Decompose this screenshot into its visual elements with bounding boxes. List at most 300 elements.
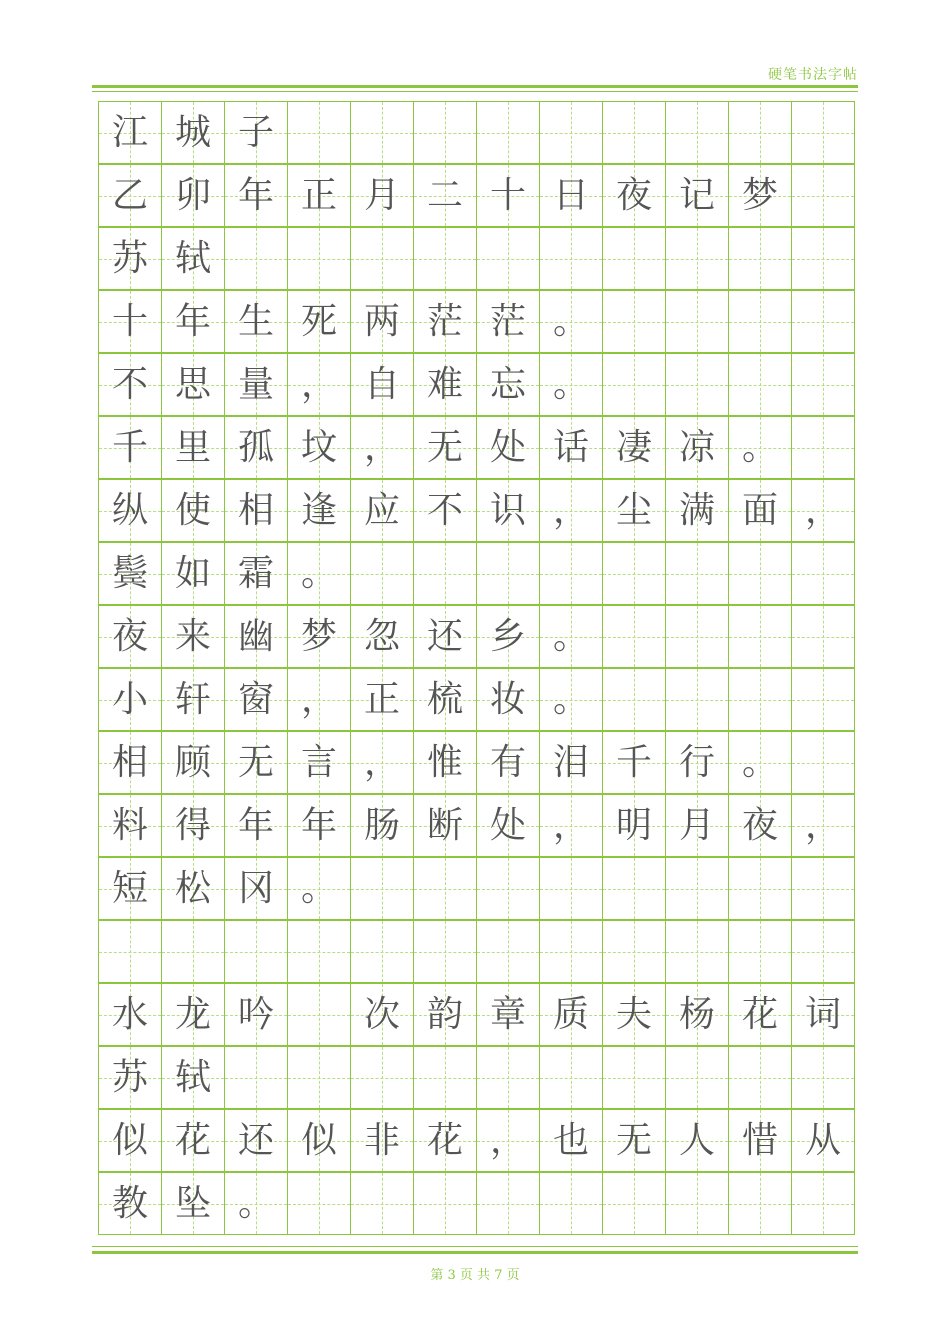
grid-cell: [351, 857, 414, 920]
grid-cell: [99, 164, 162, 227]
grid-cell: [540, 920, 603, 983]
grid-cell: [666, 479, 729, 542]
grid-cell: [288, 542, 351, 605]
grid-row: [98, 353, 854, 416]
grid-character: 。: [552, 363, 589, 405]
grid-cell: [603, 353, 666, 416]
grid-cell: [351, 731, 414, 794]
grid-cell: [225, 1046, 288, 1109]
grid-cell: [288, 164, 351, 227]
grid-cell: [288, 857, 351, 920]
grid-cell: [603, 479, 666, 542]
grid-cell: [603, 794, 666, 857]
grid-cell: [792, 605, 855, 668]
grid-cell: [666, 1172, 729, 1235]
grid-cell: [351, 605, 414, 668]
grid-cell: [162, 416, 225, 479]
grid-cell: [351, 1109, 414, 1172]
grid-cell: [477, 416, 540, 479]
grid-cell: [477, 101, 540, 164]
grid-cell: [225, 857, 288, 920]
grid-character: 面: [741, 489, 778, 531]
grid-cell: [162, 857, 225, 920]
grid-row: [98, 1109, 854, 1172]
grid-cell: [477, 479, 540, 542]
grid-cell: [477, 1046, 540, 1109]
grid-character: 里: [174, 426, 211, 468]
grid-cell: [603, 227, 666, 290]
grid-cell: [351, 353, 414, 416]
grid-cell: [792, 983, 855, 1046]
grid-character: 处: [489, 804, 526, 846]
grid-cell: [162, 920, 225, 983]
grid-cell: [351, 164, 414, 227]
grid-character: 夫: [615, 993, 652, 1035]
grid-character: 使: [174, 489, 211, 531]
grid-character: 言: [300, 741, 337, 783]
grid-cell: [162, 668, 225, 731]
grid-character: 量: [237, 363, 274, 405]
grid-cell: [792, 794, 855, 857]
grid-character: 月: [678, 804, 715, 846]
grid-cell: [351, 101, 414, 164]
grid-character: 杨: [678, 993, 715, 1035]
grid-character: 难: [426, 363, 463, 405]
grid-character: 死: [300, 300, 337, 342]
grid-cell: [540, 164, 603, 227]
grid-cell: [666, 1046, 729, 1109]
grid-cell: [99, 857, 162, 920]
page-header-title: 硬笔书法字帖: [768, 67, 858, 83]
grid-cell: [477, 983, 540, 1046]
grid-cell: [99, 542, 162, 605]
grid-cell: [666, 731, 729, 794]
grid-cell: [792, 1172, 855, 1235]
grid-row: [98, 983, 854, 1046]
grid-cell: [540, 668, 603, 731]
grid-character: 还: [426, 615, 463, 657]
grid-cell: [603, 101, 666, 164]
grid-character: 两: [363, 300, 400, 342]
grid-character: 话: [552, 426, 589, 468]
grid-cell: [225, 542, 288, 605]
grid-cell: [792, 1109, 855, 1172]
grid-row: [98, 794, 854, 857]
grid-cell: [666, 920, 729, 983]
grid-cell: [477, 1172, 540, 1235]
grid-cell: [603, 164, 666, 227]
grid-cell: [414, 857, 477, 920]
grid-cell: [99, 479, 162, 542]
grid-character: 纵: [111, 489, 148, 531]
grid-cell: [729, 794, 792, 857]
grid-cell: [162, 731, 225, 794]
grid-cell: [792, 416, 855, 479]
grid-character: 如: [174, 552, 211, 594]
grid-row: [98, 1046, 854, 1109]
grid-cell: [99, 1046, 162, 1109]
grid-cell: [477, 290, 540, 353]
grid-cell: [288, 416, 351, 479]
grid-row: [98, 731, 854, 794]
grid-cell: [729, 857, 792, 920]
grid-row: [98, 857, 854, 920]
grid-cell: [603, 983, 666, 1046]
grid-cell: [225, 605, 288, 668]
grid-cell: [99, 101, 162, 164]
grid-cell: [414, 983, 477, 1046]
grid-cell: [288, 983, 351, 1046]
grid-row: [98, 164, 854, 227]
grid-character: 断: [426, 804, 463, 846]
grid-cell: [729, 479, 792, 542]
grid-character: 月: [363, 174, 400, 216]
grid-cell: [603, 731, 666, 794]
grid-row: [98, 290, 854, 353]
grid-cell: [477, 920, 540, 983]
grid-cell: [603, 290, 666, 353]
grid-character: 夜: [615, 174, 652, 216]
grid-cell: [603, 1172, 666, 1235]
grid-cell: [288, 1109, 351, 1172]
grid-character: 。: [552, 678, 589, 720]
grid-cell: [162, 983, 225, 1046]
grid-character: 似: [300, 1119, 337, 1161]
grid-cell: [162, 479, 225, 542]
grid-cell: [225, 479, 288, 542]
grid-cell: [792, 353, 855, 416]
grid-character: 凉: [678, 426, 715, 468]
grid-cell: [288, 479, 351, 542]
grid-cell: [666, 101, 729, 164]
grid-cell: [666, 164, 729, 227]
grid-cell: [729, 731, 792, 794]
grid-character: ，: [363, 426, 400, 468]
grid-cell: [225, 164, 288, 227]
grid-cell: [162, 101, 225, 164]
grid-character: 窗: [237, 678, 274, 720]
grid-character: ，: [363, 741, 400, 783]
grid-cell: [666, 353, 729, 416]
grid-cell: [288, 1172, 351, 1235]
grid-character: ，: [804, 489, 841, 531]
page-number: 第 3 页 共 7 页: [430, 1268, 520, 1283]
grid-cell: [414, 101, 477, 164]
grid-character: 肠: [363, 804, 400, 846]
grid-character: 非: [363, 1119, 400, 1161]
grid-character: 年: [237, 804, 274, 846]
grid-character: 有: [489, 741, 526, 783]
grid-character: 乡: [489, 615, 526, 657]
grid-cell: [540, 1172, 603, 1235]
grid-character: 子: [237, 111, 274, 153]
grid-character: ，: [552, 489, 589, 531]
grid-character: 不: [111, 363, 148, 405]
grid-cell: [162, 1046, 225, 1109]
grid-cell: [288, 1046, 351, 1109]
grid-cell: [477, 164, 540, 227]
grid-cell: [351, 1046, 414, 1109]
grid-character: 千: [615, 741, 652, 783]
grid-cell: [225, 731, 288, 794]
grid-character: 还: [237, 1119, 274, 1161]
grid-cell: [792, 479, 855, 542]
grid-row: [98, 101, 854, 164]
grid-character: 自: [363, 363, 400, 405]
grid-cell: [603, 1046, 666, 1109]
grid-cell: [666, 983, 729, 1046]
grid-character: 花: [741, 993, 778, 1035]
grid-character: 。: [300, 867, 337, 909]
grid-cell: [225, 227, 288, 290]
grid-character: 相: [111, 741, 148, 783]
grid-cell: [288, 605, 351, 668]
grid-cell: [99, 731, 162, 794]
grid-character: 。: [741, 741, 778, 783]
grid-character: 鬓: [111, 552, 148, 594]
grid-cell: [792, 1046, 855, 1109]
grid-cell: [99, 353, 162, 416]
grid-character: 处: [489, 426, 526, 468]
grid-cell: [162, 227, 225, 290]
grid-character: 章: [489, 993, 526, 1035]
grid-cell: [225, 353, 288, 416]
grid-cell: [666, 668, 729, 731]
grid-character: 质: [552, 993, 589, 1035]
grid-cell: [666, 1109, 729, 1172]
grid-cell: [99, 227, 162, 290]
grid-character: 小: [111, 678, 148, 720]
grid-cell: [729, 353, 792, 416]
grid-row: [98, 605, 854, 668]
grid-cell: [729, 542, 792, 605]
grid-cell: [729, 416, 792, 479]
grid-cell: [729, 1172, 792, 1235]
grid-cell: [792, 731, 855, 794]
grid-cell: [729, 1046, 792, 1109]
grid-cell: [414, 794, 477, 857]
grid-character: 江: [111, 111, 148, 153]
grid-cell: [162, 605, 225, 668]
grid-character: 乙: [111, 174, 148, 216]
grid-cell: [540, 794, 603, 857]
grid-character: 梳: [426, 678, 463, 720]
grid-cell: [540, 101, 603, 164]
grid-cell: [99, 1109, 162, 1172]
grid-character: 逢: [300, 489, 337, 531]
grid-cell: [603, 542, 666, 605]
grid-cell: [666, 416, 729, 479]
grid-character: 识: [489, 489, 526, 531]
grid-character: 次: [363, 993, 400, 1035]
grid-cell: [351, 416, 414, 479]
grid-cell: [414, 227, 477, 290]
grid-character: 短: [111, 867, 148, 909]
grid-character: 无: [615, 1119, 652, 1161]
grid-cell: [351, 920, 414, 983]
grid-character: 苏: [111, 237, 148, 279]
grid-character: 从: [804, 1119, 841, 1161]
grid-cell: [162, 353, 225, 416]
grid-character: 城: [174, 111, 211, 153]
grid-character: 幽: [237, 615, 274, 657]
grid-character: 相: [237, 489, 274, 531]
grid-cell: [225, 983, 288, 1046]
grid-cell: [162, 164, 225, 227]
grid-character: 妆: [489, 678, 526, 720]
grid-character: 花: [174, 1119, 211, 1161]
grid-cell: [477, 542, 540, 605]
grid-character: 惜: [741, 1119, 778, 1161]
grid-character: 生: [237, 300, 274, 342]
grid-cell: [729, 227, 792, 290]
grid-cell: [666, 227, 729, 290]
grid-cell: [288, 353, 351, 416]
grid-cell: [729, 290, 792, 353]
grid-cell: [225, 794, 288, 857]
footer-rule-thin: [92, 1246, 858, 1247]
grid-cell: [729, 101, 792, 164]
grid-cell: [225, 668, 288, 731]
grid-cell: [729, 1109, 792, 1172]
grid-character: ，: [300, 363, 337, 405]
grid-character: 年: [174, 300, 211, 342]
grid-character: 正: [363, 678, 400, 720]
grid-cell: [351, 794, 414, 857]
grid-character: 明: [615, 804, 652, 846]
grid-cell: [414, 479, 477, 542]
grid-character: 思: [174, 363, 211, 405]
grid-cell: [540, 416, 603, 479]
grid-cell: [288, 731, 351, 794]
grid-cell: [288, 920, 351, 983]
grid-cell: [540, 227, 603, 290]
grid-character: 不: [426, 489, 463, 531]
grid-character: 轼: [174, 1056, 211, 1098]
grid-cell: [540, 605, 603, 668]
grid-cell: [225, 1172, 288, 1235]
grid-character: 水: [111, 993, 148, 1035]
grid-character: 卯: [174, 174, 211, 216]
practice-grid: [98, 101, 854, 1241]
grid-character: 无: [426, 426, 463, 468]
grid-character: 尘: [615, 489, 652, 531]
grid-character: 似: [111, 1119, 148, 1161]
grid-cell: [477, 1109, 540, 1172]
grid-character: 教: [111, 1182, 148, 1224]
grid-character: 人: [678, 1119, 715, 1161]
grid-cell: [99, 668, 162, 731]
footer-rule: [92, 1251, 858, 1254]
grid-cell: [288, 290, 351, 353]
grid-character: 。: [552, 300, 589, 342]
grid-cell: [540, 1109, 603, 1172]
grid-character: 夜: [111, 615, 148, 657]
grid-cell: [351, 227, 414, 290]
grid-cell: [414, 605, 477, 668]
grid-character: 二: [426, 174, 463, 216]
grid-character: 得: [174, 804, 211, 846]
grid-cell: [162, 1109, 225, 1172]
grid-cell: [162, 290, 225, 353]
grid-character: 凄: [615, 426, 652, 468]
grid-cell: [351, 983, 414, 1046]
grid-cell: [540, 542, 603, 605]
grid-character: ，: [300, 678, 337, 720]
grid-character: 梦: [741, 174, 778, 216]
grid-character: 龙: [174, 993, 211, 1035]
grid-character: 坟: [300, 426, 337, 468]
grid-character: 梦: [300, 615, 337, 657]
grid-character: 顾: [174, 741, 211, 783]
grid-cell: [477, 353, 540, 416]
grid-cell: [477, 794, 540, 857]
grid-cell: [729, 164, 792, 227]
grid-character: 。: [741, 426, 778, 468]
grid-row: [98, 1172, 854, 1235]
grid-cell: [414, 164, 477, 227]
grid-cell: [729, 668, 792, 731]
grid-character: ，: [489, 1119, 526, 1161]
grid-character: 十: [489, 174, 526, 216]
grid-character: 来: [174, 615, 211, 657]
grid-cell: [540, 290, 603, 353]
grid-cell: [414, 542, 477, 605]
grid-cell: [351, 542, 414, 605]
grid-cell: [477, 857, 540, 920]
grid-character: 惟: [426, 741, 463, 783]
grid-cell: [792, 164, 855, 227]
grid-character: 孤: [237, 426, 274, 468]
grid-character: 千: [111, 426, 148, 468]
grid-cell: [477, 668, 540, 731]
grid-character: 轩: [174, 678, 211, 720]
grid-row: [98, 668, 854, 731]
grid-cell: [99, 290, 162, 353]
grid-cell: [351, 1172, 414, 1235]
grid-cell: [666, 290, 729, 353]
grid-row: [98, 416, 854, 479]
grid-character: 料: [111, 804, 148, 846]
grid-cell: [729, 605, 792, 668]
grid-cell: [225, 101, 288, 164]
grid-character: 茫: [426, 300, 463, 342]
grid-character: 。: [552, 615, 589, 657]
grid-cell: [99, 983, 162, 1046]
grid-cell: [288, 668, 351, 731]
grid-row: [98, 479, 854, 542]
grid-character: 霜: [237, 552, 274, 594]
grid-character: 忽: [363, 615, 400, 657]
grid-character: 记: [678, 174, 715, 216]
grid-cell: [414, 1109, 477, 1172]
grid-character: 正: [300, 174, 337, 216]
grid-character: 日: [552, 174, 589, 216]
grid-cell: [792, 668, 855, 731]
grid-cell: [99, 920, 162, 983]
grid-character: 无: [237, 741, 274, 783]
grid-cell: [99, 605, 162, 668]
grid-row: [98, 542, 854, 605]
grid-cell: [414, 731, 477, 794]
grid-row: [98, 227, 854, 290]
grid-character: 韵: [426, 993, 463, 1035]
grid-cell: [288, 227, 351, 290]
grid-cell: [225, 1109, 288, 1172]
grid-character: 词: [804, 993, 841, 1035]
grid-cell: [540, 479, 603, 542]
grid-character: 茫: [489, 300, 526, 342]
